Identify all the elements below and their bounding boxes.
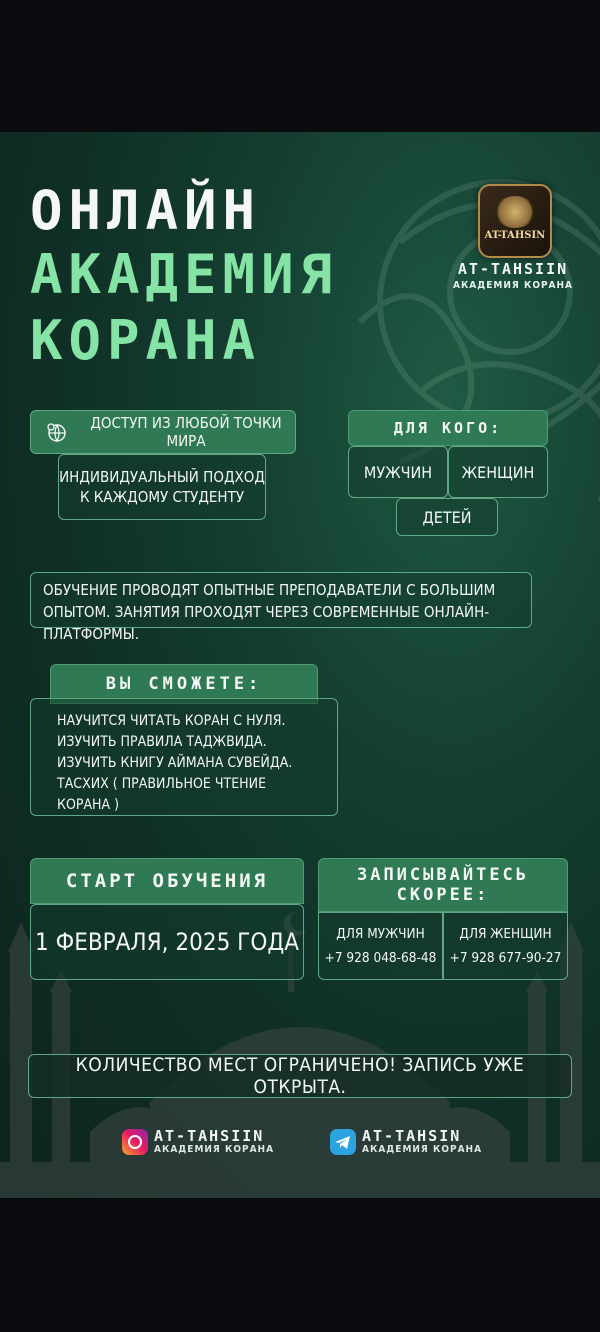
for-whom-children: ДЕТЕЙ: [396, 498, 498, 536]
book-emblem-icon: [494, 196, 536, 228]
start-heading: СТАРТ ОБУЧЕНИЯ: [30, 858, 304, 904]
list-item: ИЗУЧИТЬ ПРАВИЛА ТАДЖВИДА.: [57, 734, 267, 750]
globe-pin-icon: [45, 421, 67, 443]
register-men: [318, 912, 443, 980]
telegram-link[interactable]: [330, 1128, 482, 1155]
instagram-subtitle: АКАДЕМИЯ КОРАНА: [154, 1144, 275, 1155]
brand-subtitle: АКАДЕМИЯ КОРАНА: [452, 280, 574, 291]
telegram-name: AT-TAHSIN: [362, 1127, 462, 1145]
list-item: ИЗУЧИТЬ КНИГУ АЙМАНА СУВЕЙДА.: [57, 755, 293, 771]
limited-places-banner: КОЛИЧЕСТВО МЕСТ ОГРАНИЧЕНО! ЗАПИСЬ УЖЕ ОТКРЫТА.: [28, 1054, 572, 1098]
register-women-label: ДЛЯ ЖЕНЩИН: [459, 926, 552, 942]
you-can-heading: ВЫ СМОЖЕТЕ:: [50, 664, 318, 704]
top-black-bar: [0, 0, 600, 132]
title-line-quran: КОРАНА: [30, 309, 262, 372]
info-text: ОБУЧЕНИЕ ПРОВОДЯТ ОПЫТНЫЕ ПРЕПОДАВАТЕЛИ С БОЛЬШИМ ОПЫТОМ. ЗАНЯТИЯ ПРОХОДЯТ ЧЕРЕЗ СОВРЕМЕННЫЕ ОНЛАЙН-ПЛАТФОРМЫ.: [30, 572, 532, 628]
list-item: НАУЧИТСЯ ЧИТАТЬ КОРАН С НУЛЯ.: [57, 713, 286, 729]
you-can-list: [30, 698, 338, 816]
brand-name: AT-TAHSIIN: [457, 260, 569, 278]
register-men-label: ДЛЯ МУЖЧИН: [336, 926, 425, 942]
list-item: ТАСХИХ ( ПРАВИЛЬНОЕ ЧТЕНИЕ КОРАНА ): [57, 776, 267, 813]
title-line-online: ОНЛАЙН: [30, 179, 262, 242]
logo-text: AT-TAHSIN: [484, 230, 546, 241]
instagram-link[interactable]: [122, 1128, 274, 1155]
feature-individual: ИНДИВИДУАЛЬНЫЙ ПОДХОД К КАЖДОМУ СТУДЕНТУ: [58, 454, 266, 520]
title-line-academy: АКАДЕМИЯ: [30, 243, 339, 306]
for-whom-men: МУЖЧИН: [348, 446, 448, 498]
bottom-black-bar: [0, 1198, 600, 1332]
register-heading: ЗАПИСЫВАЙТЕСЬ СКОРЕЕ:: [318, 858, 568, 912]
register-women: [443, 912, 568, 980]
for-whom-heading: ДЛЯ КОГО:: [348, 410, 548, 446]
for-whom-women: ЖЕНЩИН: [448, 446, 548, 498]
poster: [0, 132, 600, 1198]
feature-access: [30, 410, 296, 454]
telegram-subtitle: АКАДЕМИЯ КОРАНА: [362, 1144, 483, 1155]
telegram-icon: [330, 1129, 356, 1155]
register-women-phone[interactable]: +7 928 677-90-27: [449, 950, 562, 966]
instagram-name: AT-TAHSIIN: [154, 1127, 265, 1145]
brand-logo: [478, 184, 552, 258]
register-men-phone[interactable]: +7 928 048-68-48: [324, 950, 437, 966]
feature-access-label: ДОСТУП ИЗ ЛЮБОЙ ТОЧКИ МИРА: [90, 414, 282, 450]
instagram-icon: [122, 1129, 148, 1155]
start-date: 1 ФЕВРАЛЯ, 2025 ГОДА: [30, 904, 304, 980]
